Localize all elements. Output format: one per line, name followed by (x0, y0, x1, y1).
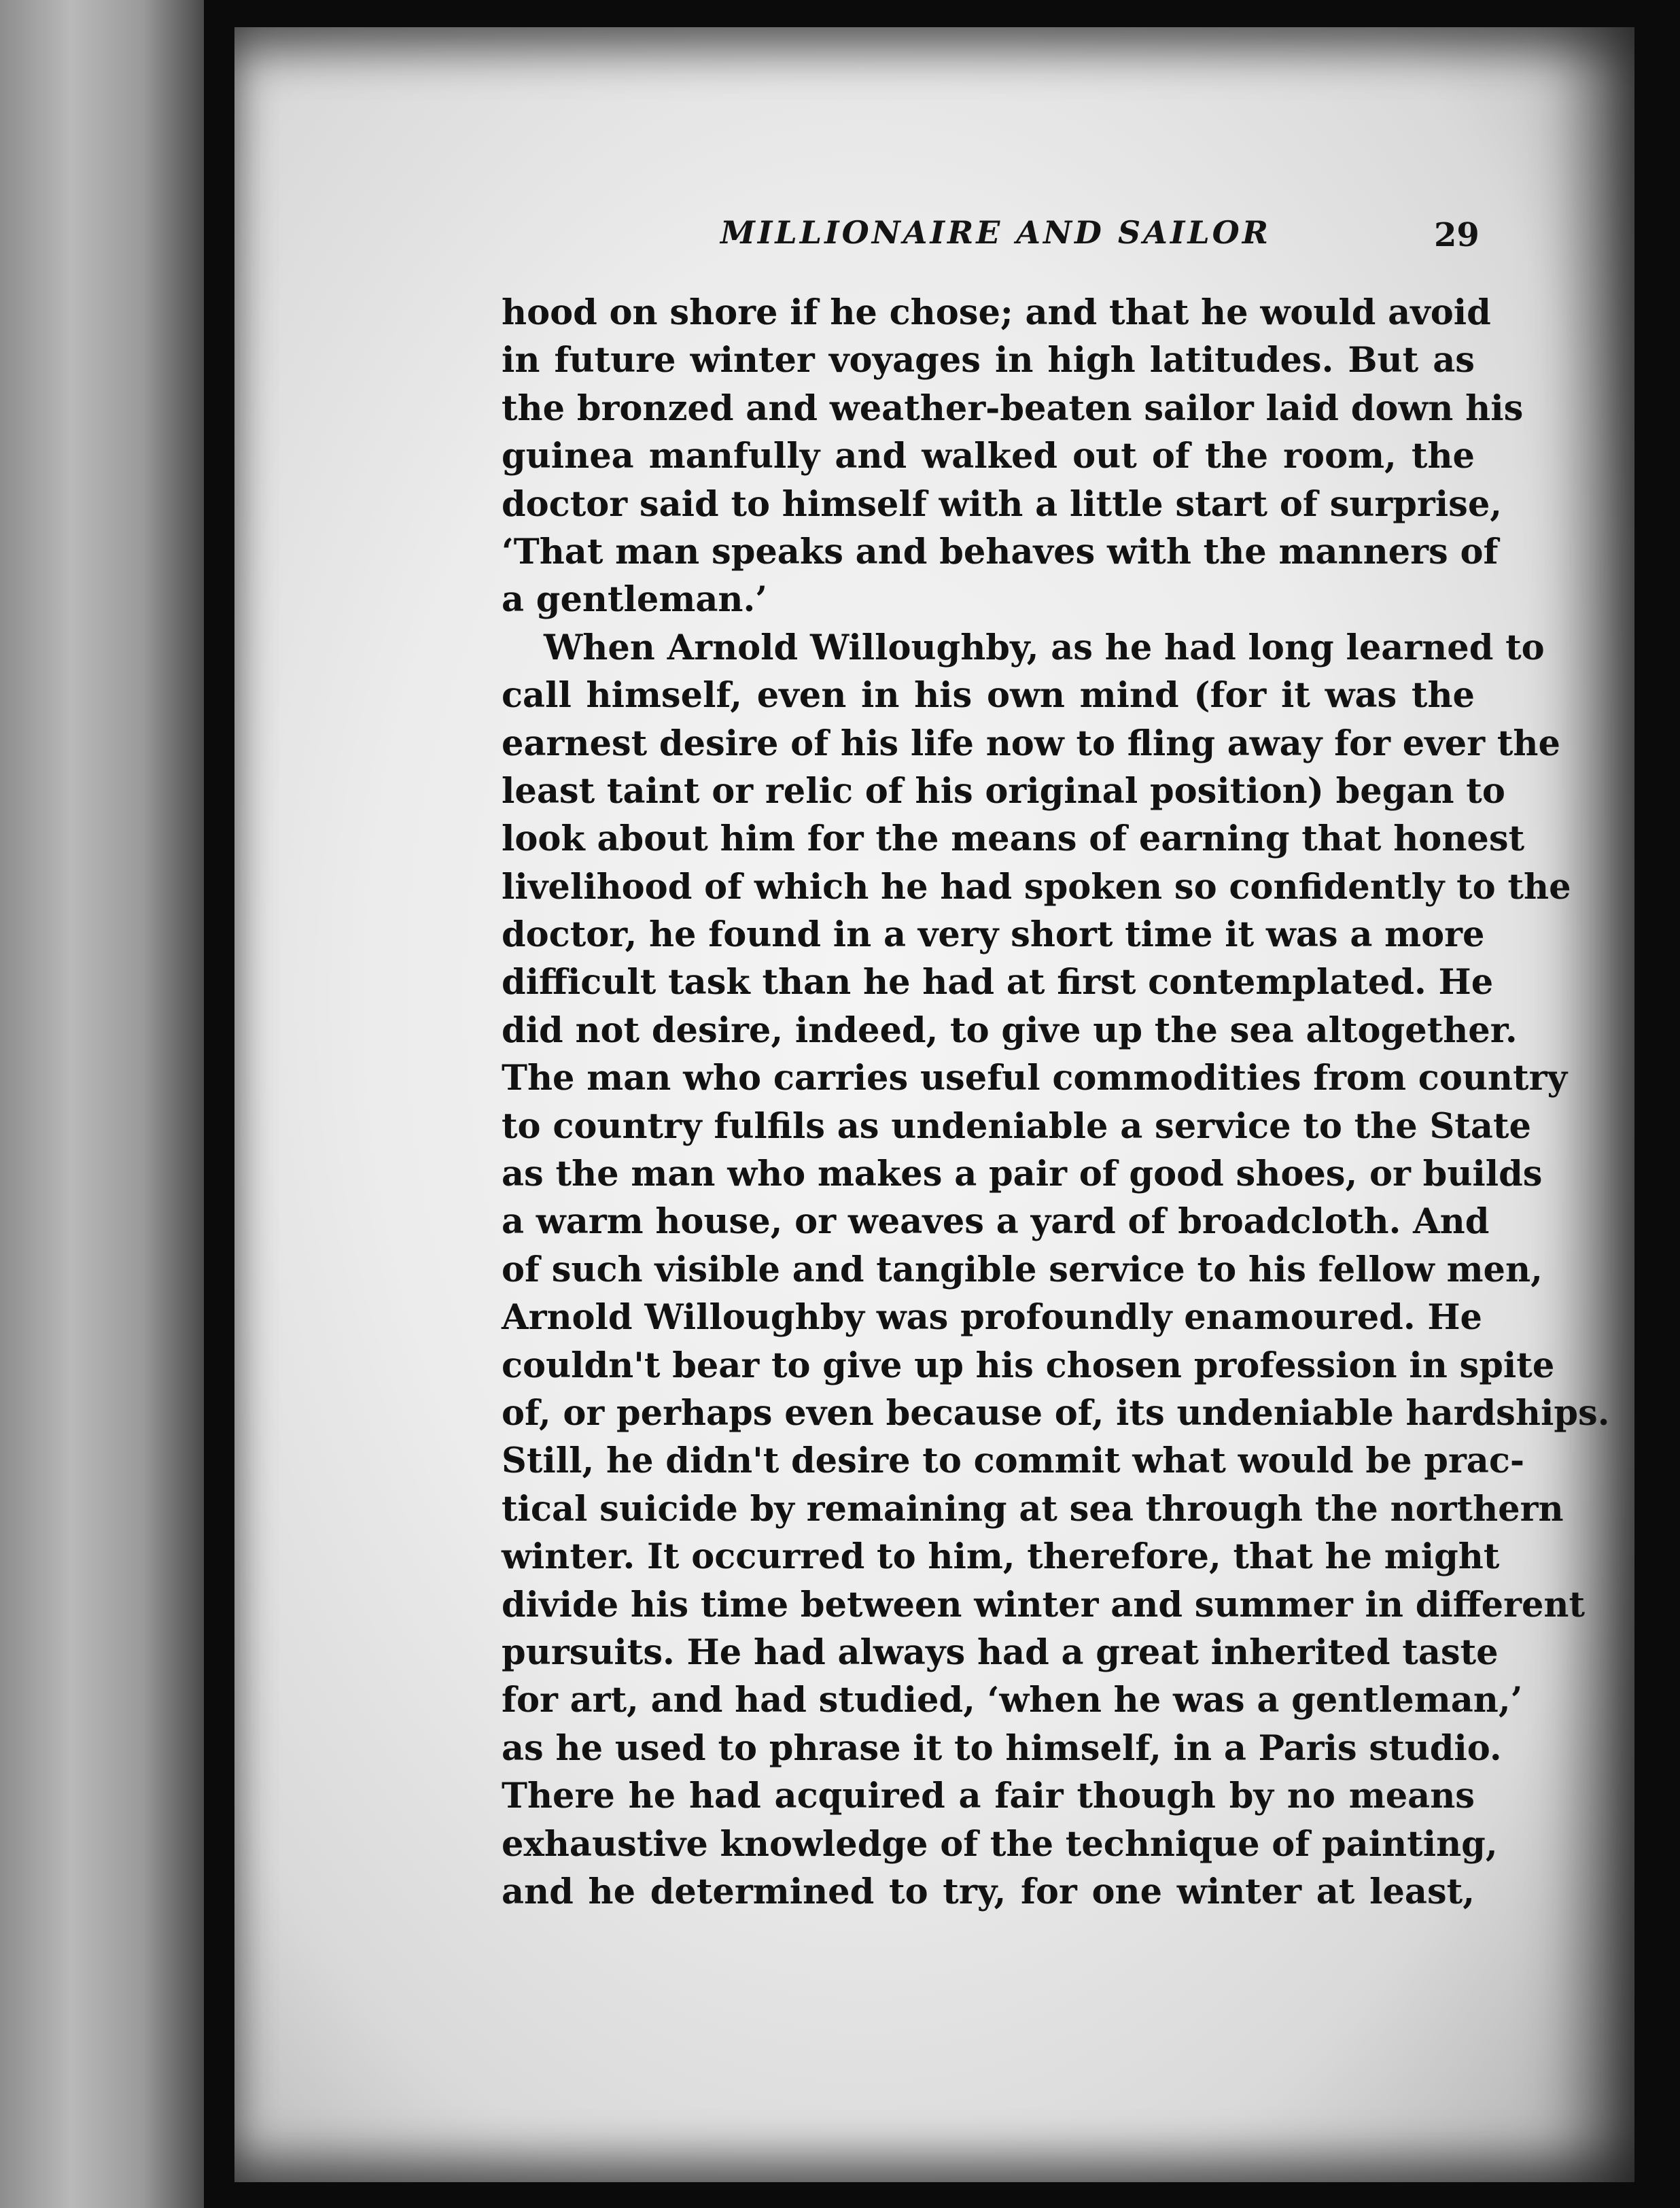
text-line: of such visible and tangible service to his fellow men, (502, 1249, 1543, 1290)
body-text (502, 289, 1610, 1916)
text-line: earnest desire of his life now to fling away for ever the (502, 723, 1560, 764)
text-line: doctor, he found in a very short time it was a more (502, 914, 1485, 956)
text-line: Arnold Willoughby was profoundly enamoured. He (502, 1297, 1482, 1339)
text-line: call himself, even in his own mind (for it was the (502, 675, 1475, 717)
text-line: hood on shore if he chose; and that he would avoid (502, 292, 1491, 333)
text-line: to country fulfils as undeniable a service to the State (502, 1105, 1531, 1147)
text-line: the bronzed and weather-beaten sailor laid down his (502, 387, 1524, 429)
text-line: difficult task than he had at first contemplated. He (502, 962, 1494, 1003)
text-line: winter. It occurred to him, therefore, that he might (502, 1536, 1500, 1578)
text-line: did not desire, indeed, to give up the sea altogether. (502, 1010, 1518, 1051)
text-line: in future winter voyages in high latitudes. But as (502, 340, 1475, 381)
text-line: Still, he didn't desire to commit what would be prac- (502, 1441, 1525, 1482)
text-line: a warm house, or weaves a yard of broadcloth. And (502, 1201, 1490, 1243)
text-line: and he determined to try, for one winter at least, (502, 1871, 1475, 1912)
text-line: least taint or relic of his original position) began to (502, 770, 1505, 812)
text-line: ‘That man speaks and behaves with the manners of (502, 531, 1499, 572)
page-number: 29 (1434, 216, 1480, 254)
text-line: livelihood of which he had spoken so confidently to the (502, 866, 1571, 908)
text-line: exhaustive knowledge of the technique of painting, (502, 1823, 1498, 1865)
facing-page-edge (0, 0, 204, 2208)
text-line: as he used to phrase it to himself, in a Paris studio. (502, 1727, 1502, 1769)
text-line: When Arnold Willoughby, as he had long learned to (544, 627, 1545, 668)
text-line: a gentleman.’ (502, 579, 767, 621)
running-head: MILLIONAIRE AND SAILOR (720, 214, 1271, 251)
text-line: for art, and had studied, ‘when he was a gentleman,’ (502, 1680, 1523, 1721)
text-line: look about him for the means of earning that honest (502, 818, 1525, 860)
text-line: pursuits. He had always had a great inherited taste (502, 1632, 1499, 1673)
text-line: The man who carries useful commodities from country (502, 1058, 1568, 1099)
text-line: There he had acquired a fair though by no means (502, 1776, 1475, 1817)
text-line: guinea manfully and walked out of the room, the (502, 436, 1475, 477)
text-line: tical suicide by remaining at sea through the northern (502, 1488, 1564, 1530)
text-line: as the man who makes a pair of good shoes, or builds (502, 1154, 1543, 1195)
text-line: of, or perhaps even because of, its undeniable hardships. (502, 1392, 1610, 1434)
text-line: doctor said to himself with a little start of surprise, (502, 483, 1503, 525)
text-line: divide his time between winter and summer in different (502, 1584, 1586, 1625)
text-line: couldn't bear to give up his chosen profession in spite (502, 1345, 1555, 1386)
